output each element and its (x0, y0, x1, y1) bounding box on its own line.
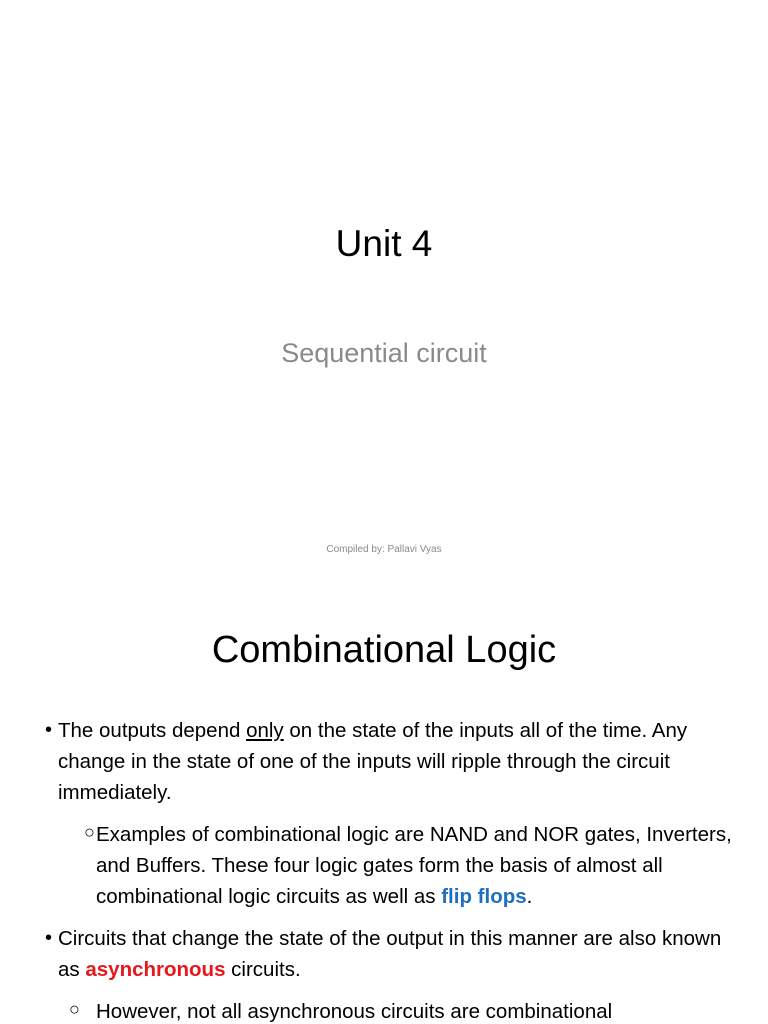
sub-bullet-text-pre: Examples of combinational logic are NAND and NOR gates, Inverters, and Buffers. These four logic gates form the basis of almost all combinational logic circuits as well as (96, 823, 732, 908)
credit-footer: Compiled by: Pallavi Vyas (326, 544, 442, 555)
slide-combinational-logic (0, 576, 768, 1024)
bullet-item (45, 923, 728, 985)
bullet-item (45, 715, 728, 808)
bullet-marker: • (45, 927, 53, 949)
bullet-text-pre: Circuits that change the state of the output in this manner are also known as (58, 927, 722, 981)
slide-subtitle: Sequential circuit (281, 338, 487, 368)
sub-bullet-marker: ○ (84, 822, 95, 842)
bullet-text-post: circuits. (225, 958, 301, 981)
highlight-flip-flops: flip flops (441, 885, 527, 908)
sub-bullet-item (84, 819, 736, 912)
sub-bullet-text: However, not all asynchronous circuits are combinational (96, 1000, 613, 1023)
bullet-text-pre: The outputs depend (58, 719, 247, 742)
sub-bullet-text-post: . (526, 885, 533, 908)
sub-bullet-item (69, 996, 736, 1024)
slide-title-heading: Unit 4 (335, 223, 433, 264)
underlined-emphasis: only (246, 719, 284, 742)
sub-bullet-marker: ○ (69, 999, 80, 1019)
slide-heading: Combinational Logic (211, 629, 557, 671)
highlight-asynchronous: asynchronous (85, 958, 226, 981)
bullet-marker: • (45, 719, 53, 741)
bullet-text-post: on the state of the inputs all of the time. Any change in the state of one of the inputs will ripple through the circuit immediately. (58, 719, 688, 804)
